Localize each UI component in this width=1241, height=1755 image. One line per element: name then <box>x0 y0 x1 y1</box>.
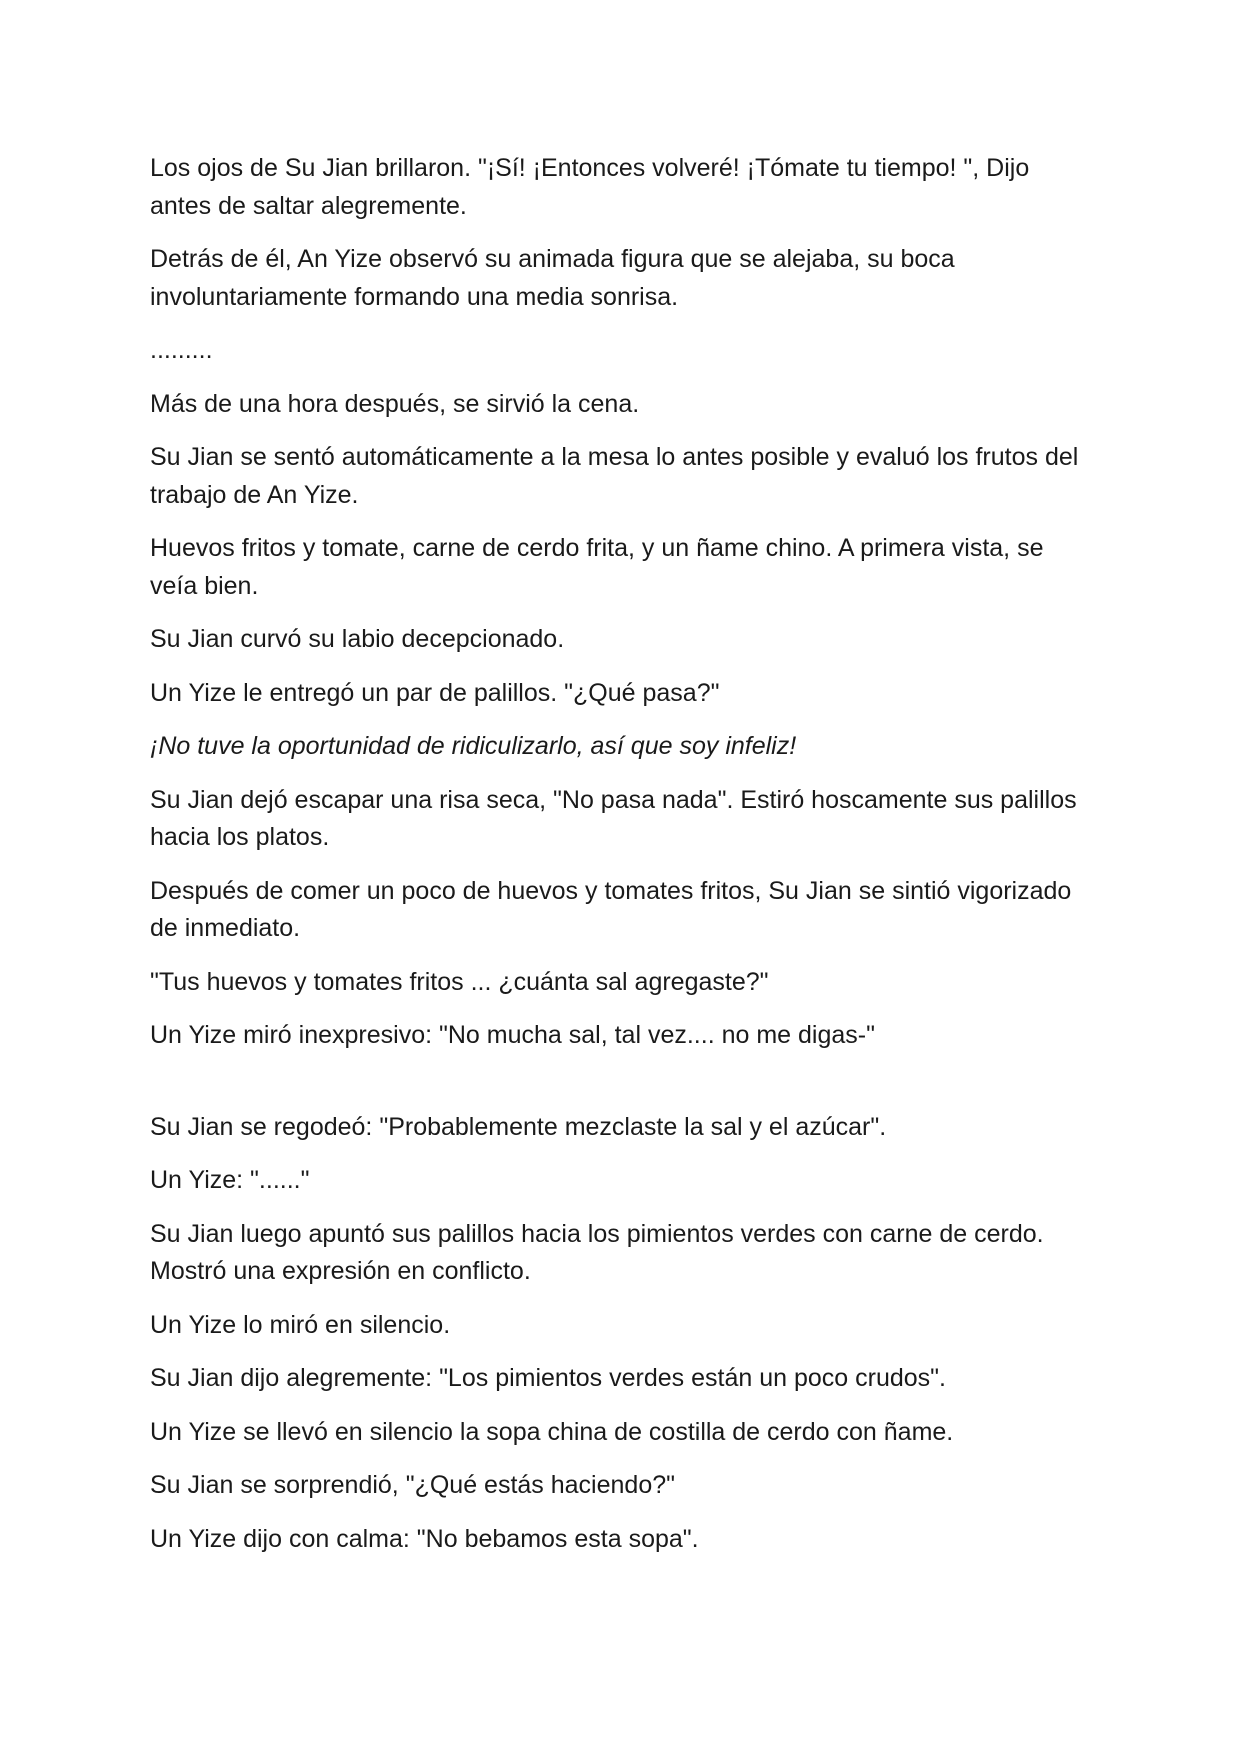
paragraph-19: Un Yize se llevó en silencio la sopa china de costilla de cerdo con ñame. <box>150 1417 954 1446</box>
paragraph-12: "Tus huevos y tomates fritos ... ¿cuánta sal agregaste?" <box>150 967 769 996</box>
paragraph-1: Los ojos de Su Jian brillaron. "¡Sí! ¡Entonces volveré! ¡Tómate tu tiempo! ", Dijo antes de saltar alegremente. <box>150 154 1037 220</box>
document-page <box>150 150 1095 1574</box>
paragraph-11: Después de comer un poco de huevos y tomates fritos, Su Jian se sintió vigorizado de inmediato. <box>150 876 1079 942</box>
paragraph-9-thought: ¡No tuve la oportunidad de ridiculizarlo, así que soy infeliz! <box>150 732 797 760</box>
paragraph-17: Un Yize lo miró en silencio. <box>150 1310 451 1339</box>
paragraph-13: Un Yize miró inexpresivo: "No mucha sal, tal vez.... no me digas-" <box>150 1021 875 1049</box>
paragraph-4: Más de una hora después, se sirvió la cena. <box>150 389 640 418</box>
paragraph-2: Detrás de él, An Yize observó su animada figura que se alejaba, su boca involuntariamente formando una media sonrisa. <box>150 245 962 311</box>
paragraph-14: Su Jian se regodeó: "Probablemente mezclaste la sal y el azúcar". <box>150 1112 887 1141</box>
paragraph-18: Su Jian dijo alegremente: "Los pimientos verdes están un poco crudos". <box>150 1364 946 1392</box>
paragraph-5: Su Jian se sentó automáticamente a la mesa lo antes posible y evaluó los frutos del trabajo de An Yize. <box>150 443 1086 509</box>
paragraph-6: Huevos fritos y tomate, carne de cerdo frita, y un ñame chino. A primera vista, se veía bien. <box>150 534 1051 600</box>
paragraph-10: Su Jian dejó escapar una risa seca, "No pasa nada". Estiró hoscamente sus palillos hacia los platos. <box>150 785 1084 851</box>
paragraph-21: Un Yize dijo con calma: "No bebamos esta sopa". <box>150 1524 699 1553</box>
section-break: ......... <box>150 336 213 364</box>
paragraph-16: Su Jian luego apuntó sus palillos hacia los pimientos verdes con carne de cerdo. Mostró una expresión en conflicto. <box>150 1219 1051 1285</box>
paragraph-20: Su Jian se sorprendió, "¿Qué estás haciendo?" <box>150 1471 675 1499</box>
paragraph-15: Un Yize: "......" <box>150 1166 310 1194</box>
paragraph-7: Su Jian curvó su labio decepcionado. <box>150 625 565 653</box>
paragraph-8: Un Yize le entregó un par de palillos. "¿Qué pasa?" <box>150 678 720 707</box>
